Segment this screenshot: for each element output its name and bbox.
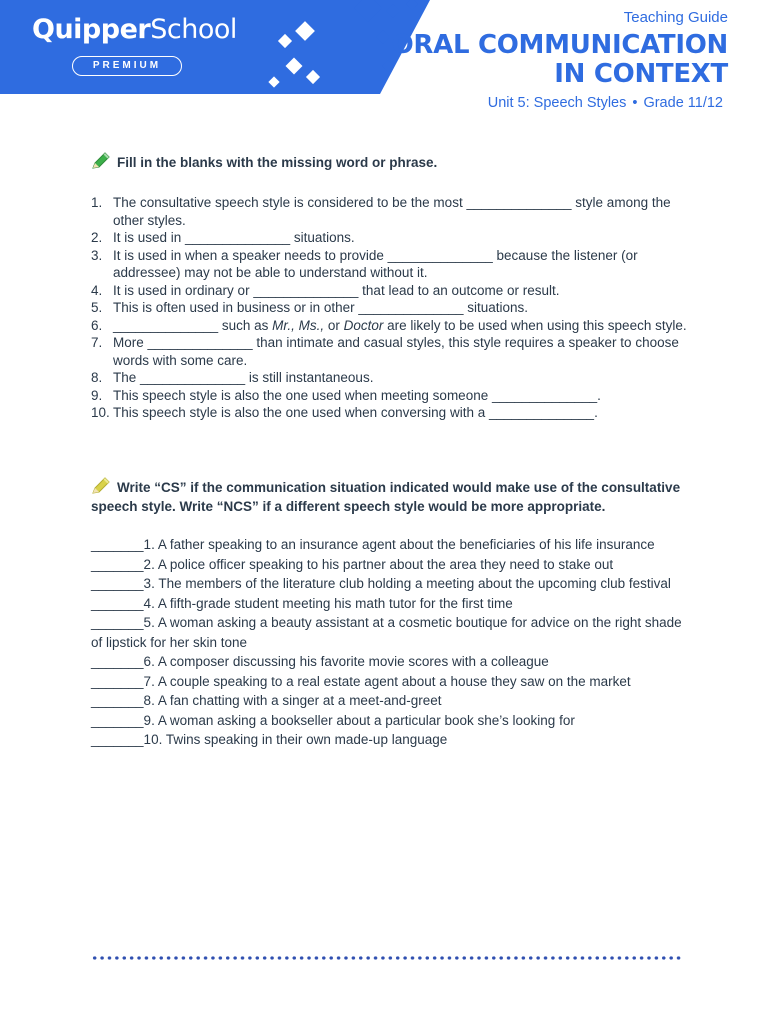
unit-grade-line — [488, 95, 723, 111]
list-item: 1. The consultative speech style is considered to be the most ______________ style among the other styles. — [91, 195, 671, 228]
list-item: _______7. A couple speaking to a real estate agent about a house they saw on the market — [91, 673, 631, 689]
page-title-line-1: ORAL COMMUNICATION — [391, 30, 728, 60]
list-item: _______3. The members of the literature club holding a meeting about the upcoming club festival — [91, 576, 671, 591]
section2-instruction: Write “CS” if the communication situation indicated would make use of the consultative speech style. Write “NCS” if a different speech style would be more appropriate. — [91, 477, 691, 516]
page-title-line-2: IN CONTEXT — [554, 59, 728, 89]
list-item: 3. It is used in when a speaker needs to provide ______________ because the listener (or addressee) may not be able to understand without it. — [91, 247, 638, 280]
grade-label: Grade 11/12 — [643, 95, 723, 111]
list-item: 4. It is used in ordinary or ______________ that lead to an outcome or result. — [91, 282, 560, 298]
pencil-icon — [91, 152, 111, 170]
fill-in-list — [91, 194, 691, 422]
list-item: 5. This is often used in business or in other ______________ situations. — [91, 300, 529, 315]
section-cs-ncs — [91, 477, 691, 750]
list-item: _______4. A fifth-grade student meeting his math tutor for the first time — [91, 595, 513, 611]
section1-instruction: Fill in the blanks with the missing word or phrase. — [91, 152, 691, 172]
page-title — [392, 31, 728, 89]
list-item: 9. This speech style is also the one used when meeting someone ______________. — [91, 387, 601, 403]
section-fill-in-blanks — [91, 152, 691, 422]
header-banner — [0, 0, 768, 94]
quipper-school-logo: QuipperSchool — [32, 14, 237, 45]
list-item: _______10. Twins speaking in their own made-up language — [91, 732, 448, 747]
list-item: _______6. A composer discussing his favorite movie scores with a colleague — [91, 654, 549, 669]
teaching-guide-label: Teaching Guide — [623, 9, 728, 26]
list-item: 10. This speech style is also the one used when conversing with a ______________. — [91, 405, 598, 420]
list-item: 7. More ______________ than intimate and casual styles, this style requires a speaker to choose words with some care. — [91, 335, 679, 368]
list-item: _______2. A police officer speaking to his partner about the area they need to stake out — [91, 556, 614, 572]
list-item: 8. The ______________ is still instantaneous. — [91, 370, 374, 385]
list-item: 6. ______________ such as Mr., Ms., or Doctor are likely to be used when using this speech style. — [91, 317, 687, 333]
list-item: _______1. A father speaking to an insurance agent about the beneficiaries of his life insurance — [91, 537, 655, 552]
footer-dotted-divider — [91, 955, 681, 961]
separator-dot: • — [632, 95, 638, 111]
premium-badge: PREMIUM — [72, 56, 182, 76]
pencil-icon — [91, 477, 111, 495]
unit-label: Unit 5: Speech Styles — [487, 95, 627, 111]
situation-list — [91, 535, 691, 750]
list-item: _______9. A woman asking a bookseller about a particular book she’s looking for — [91, 712, 575, 728]
list-item: 2. It is used in ______________ situations. — [91, 230, 355, 245]
list-item: _______5. A woman asking a beauty assistant at a cosmetic boutique for advice on the right shade of lipstick for her skin tone — [91, 615, 682, 650]
list-item: _______8. A fan chatting with a singer at a meet-and-greet — [91, 693, 442, 708]
